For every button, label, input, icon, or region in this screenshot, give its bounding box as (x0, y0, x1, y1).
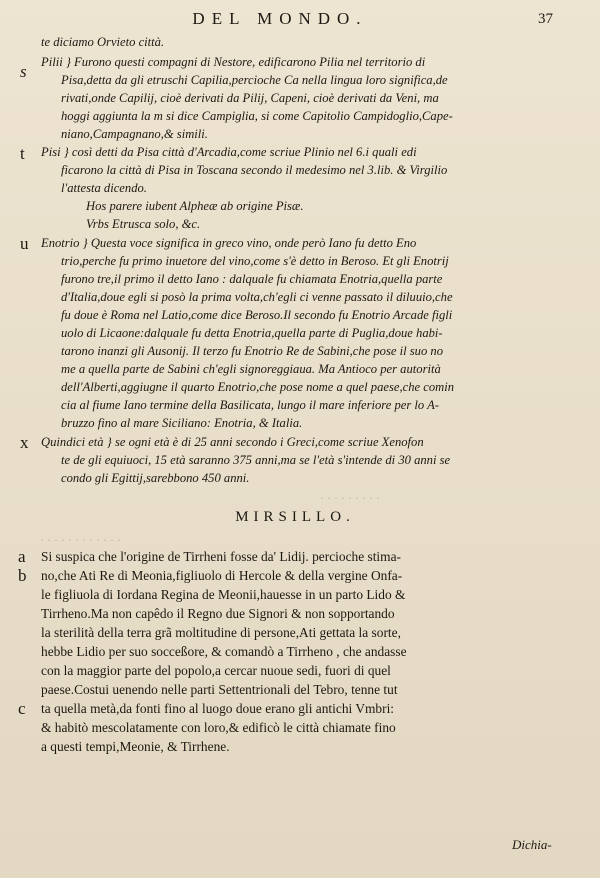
text-line: ta quella metà,da fonti fino al luogo doue erano gli antichi Vmbri: (41, 701, 395, 716)
text-line: dell'Alberti,aggiugne il quarto Enotrio,che pose nome a quel paese,che comin (61, 380, 455, 394)
verse-line: Hos parere iubent Alpheæ ab origine Pisæ. (86, 199, 304, 213)
text-line: con la maggior parte del popolo,a cercar nuoue sedi, fuori di quel (41, 663, 391, 678)
text-line: Tirrheno.Ma non capêdo il Regno due Signori & non sopportando (41, 606, 395, 621)
margin-mark: s (20, 62, 27, 81)
page-number: 37 (538, 11, 553, 27)
margin-mark: t (20, 144, 25, 163)
section-heading: MIRSILLO. (235, 509, 355, 525)
text-line: paese.Costui uenendo nelle parti Settentrionali del Tebro, tenne tut (41, 682, 398, 697)
text-line: Quindici età } se ogni età è di 25 anni secondo i Greci,come scriue Xenofon (41, 435, 424, 449)
text-line: Pisi } così detti da Pisa città d'Arcadia,come scriue Plinio nel 6.i quali edi (41, 145, 417, 159)
text-line: Pisa,detta da gli etruschi Capilia,percioche Ca nella lingua loro significa,de (61, 73, 448, 87)
text-line: Enotrio } Questa voce significa in greco vino, onde però Iano fu detto Eno (41, 236, 417, 250)
catchword: Dichia- (512, 837, 552, 852)
text-line: la sterilità della terra grã moltitudine di persone,Ati gettata la sorte, (41, 625, 401, 640)
text-line: hebbe Lidio per suo socceßore, & comandò a Tirrheno , che andasse (41, 644, 407, 659)
text-line: uolo di Licaone:dalquale fu detta Enotria,quella parte di Puglia,doue habi- (61, 326, 443, 340)
margin-mark: x (20, 433, 29, 452)
running-title: DEL MONDO. (192, 9, 368, 28)
text-line: bruzzo fino al mare Siciliano: Enotria, & Italia. (61, 416, 303, 430)
margin-mark: b (18, 566, 27, 585)
text-line: furono tre,il primo il detto Iano : dalquale fu chiamata Enotria,quella parte (61, 272, 443, 286)
text-line: le figliuola di Iordana Regina de Meonii,hauesse in un parto Lido & (41, 587, 406, 602)
text-line: tarono inanzi gli Ausonij. Il terzo fu Enotrio Re de Sabini,che pose il suo no (61, 344, 443, 358)
text-line: me a quella parte de Sabini ch'egli signoreggiaua. Ma Antioco per autorità (61, 362, 441, 376)
text-line: Pilii } Furono questi compagni di Nestore, edificarono Pilia nel territorio di (41, 55, 426, 69)
margin-mark: u (20, 234, 29, 253)
text-line: hoggi aggiunta la m si dice Campiglia, si come Capitolio Campidoglio,Cape- (61, 109, 453, 123)
text-line: niano,Campagnano,& simili. (61, 127, 208, 141)
running-header (0, 7, 600, 31)
text-line: ficarono la città di Pisa in Toscana secondo il medesimo nel 3.lib. & Virgilio (61, 163, 448, 177)
text-line: cia al fiume Iano termine della Basilicata, lungo il mare inferiore per lo A- (61, 398, 439, 412)
text-line: fu doue è Roma nel Latio,come dice Beroso.Il secondo fu Enotrio Arcade figli (61, 308, 453, 322)
text-line: l'attesta dicendo. (61, 181, 147, 195)
bleed-through: · · · · · · · · · · · · (40, 533, 121, 547)
margin-mark: c (18, 699, 26, 718)
text-line: rivati,onde Capilij, cioè derivati da Pilij, Capeni, cioè derivati da Veni, ma (61, 91, 439, 105)
verse-line: Vrbs Etrusca solo, &c. (86, 217, 201, 231)
text-line: & habitò mescolatamente con loro,& edificò le città chiamate fino (41, 720, 396, 735)
text-line: d'Italia,doue egli si posò la prima volta,ch'egli ci venne passato il diluuio,che (61, 290, 453, 304)
text-line: Si suspica che l'origine de Tirrheni fosse da' Lidij. percioche stima- (41, 549, 401, 564)
text-line: a questi tempi,Meonie, & Tirrhene. (41, 739, 230, 754)
margin-mark: a (18, 547, 26, 566)
text-line: no,che Ati Re di Meonia,figliuolo di Hercole & della vergine Onfa- (41, 568, 403, 583)
bleed-through: · · · · · · · · · (320, 491, 380, 505)
text-line: te de gli equiuoci, 15 età saranno 375 anni,ma se l'età s'intende di 30 anni se (61, 453, 451, 467)
text-line: trio,perche fu primo inuetore del vino,come s'è detto in Beroso. Et gli Enotrij (61, 254, 449, 268)
text-line: condo gli Egittij,sarebbono 450 anni. (61, 471, 250, 485)
text-line: te diciamo Orvieto città. (41, 35, 165, 49)
